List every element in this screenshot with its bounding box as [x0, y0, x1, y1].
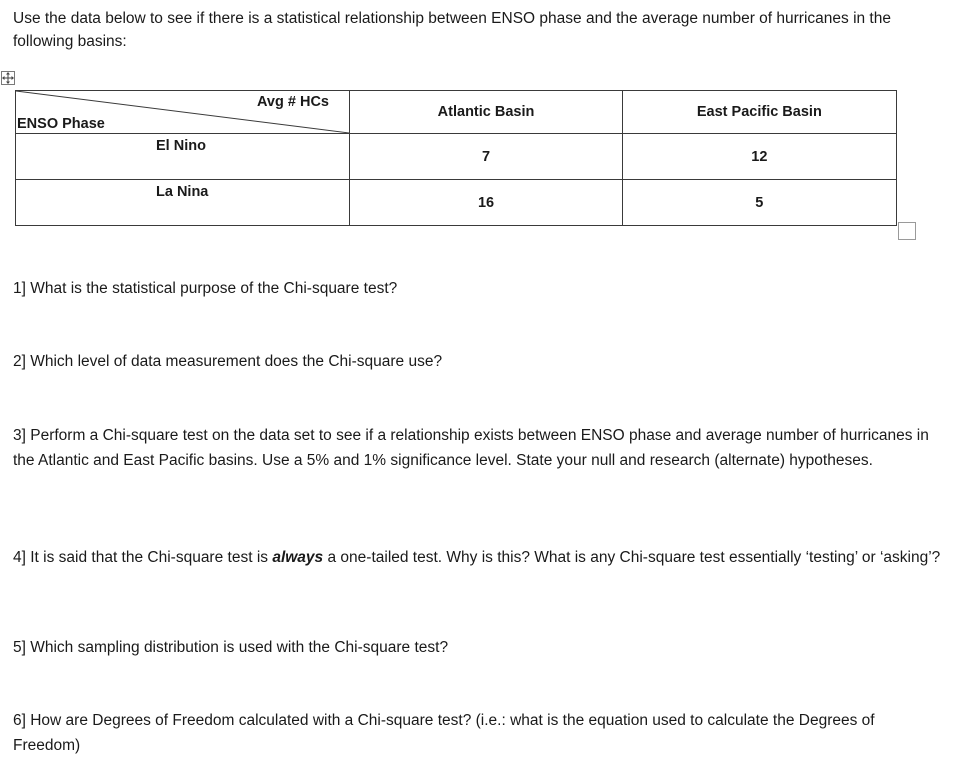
- corner-label-avg-hcs: Avg # HCs: [257, 94, 329, 110]
- question-2: 2] Which level of data measurement does the Chi-square use?: [13, 353, 443, 370]
- question-4-emphasis: always: [272, 549, 324, 566]
- enso-hurricane-table: [15, 90, 897, 226]
- question-4-text-start: 4] It is said that the Chi-square test is: [13, 549, 273, 566]
- question-4: [13, 546, 943, 571]
- header-atlantic-basin: Atlantic Basin: [350, 91, 622, 134]
- question-5: 5] Which sampling distribution is used with the Chi-square test?: [13, 639, 449, 656]
- corner-label-enso-phase: ENSO Phase: [17, 116, 105, 132]
- question-6: 6] How are Degrees of Freedom calculated with a Chi-square test? (i.e.: what is the equation used to calculate the Degrees of Freedom): [13, 712, 875, 754]
- phase-cell-el-nino: [16, 134, 350, 180]
- value-el-nino-east-pacific: 12: [622, 134, 896, 180]
- four-arrow-move-icon: [2, 72, 14, 84]
- table-header-row: [16, 91, 897, 134]
- header-east-pacific-basin: East Pacific Basin: [622, 91, 896, 134]
- phase-label: El Nino: [156, 138, 206, 154]
- table-move-handle-icon[interactable]: [1, 71, 15, 85]
- phase-label: La Nina: [156, 184, 209, 200]
- table-resize-handle-icon[interactable]: [898, 222, 916, 240]
- value-la-nina-east-pacific: 5: [622, 180, 896, 226]
- intro-paragraph: Use the data below to see if there is a statistical relationship between ENSO phase and the average number of hurricanes in the following basins:: [13, 10, 891, 50]
- phase-cell-la-nina: [16, 180, 350, 226]
- value-el-nino-atlantic: 7: [350, 134, 622, 180]
- question-4-text-end: a one-tailed test. Why is this? What is any Chi-square test essentially ‘testing’ or ‘asking’?: [323, 549, 941, 566]
- table-row: [16, 134, 897, 180]
- question-1: 1] What is the statistical purpose of the Chi-square test?: [13, 280, 398, 297]
- diagonal-corner-cell: [16, 91, 350, 134]
- question-3: 3] Perform a Chi-square test on the data set to see if a relationship exists between ENSO phase and average number of hurricanes in the Atlantic and East Pacific basins. Use a 5% and 1% significance level. State your null and research (alternate) hypotheses.: [13, 427, 929, 469]
- value-la-nina-atlantic: 16: [350, 180, 622, 226]
- table-row: [16, 180, 897, 226]
